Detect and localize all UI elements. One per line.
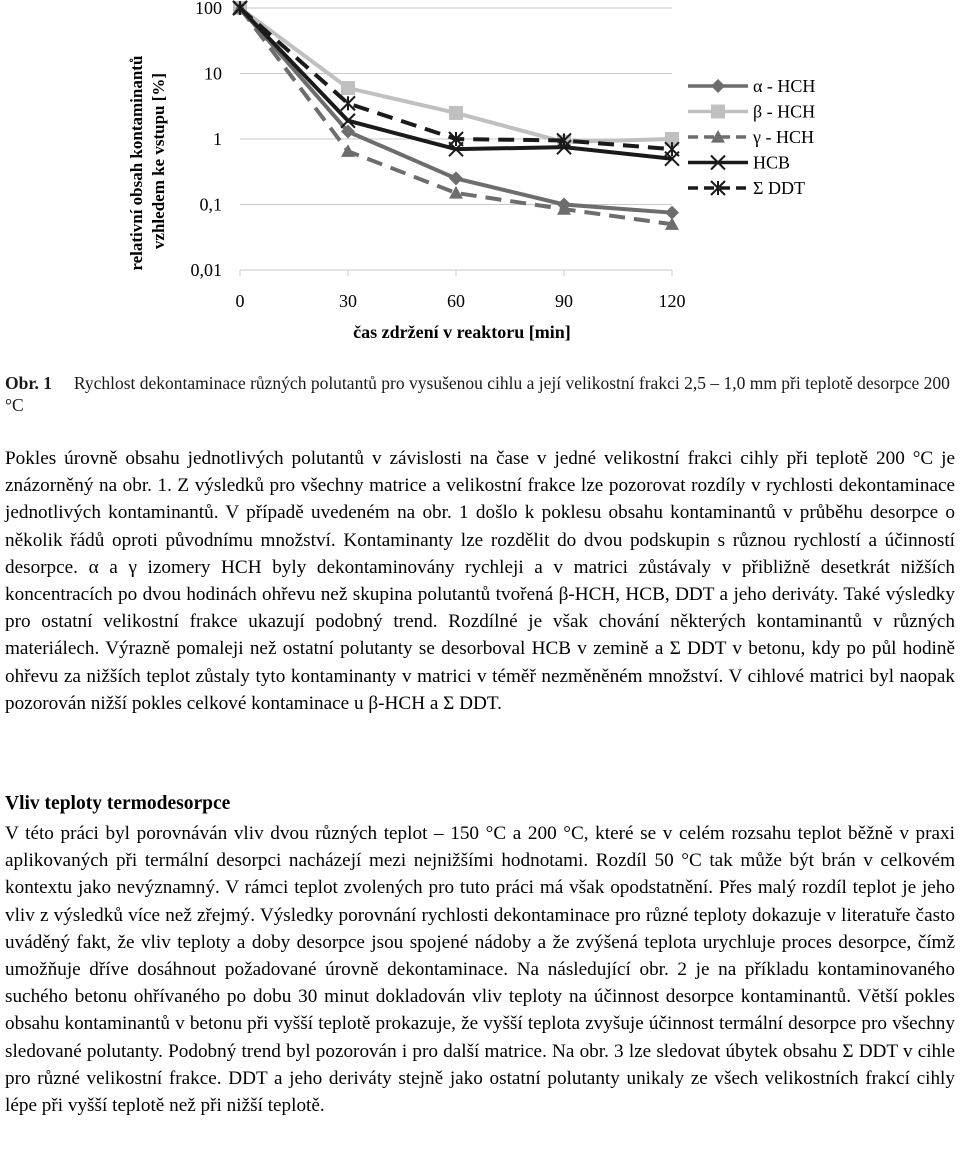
data-point bbox=[449, 171, 463, 185]
section-heading: Vliv teploty termodesorpce bbox=[5, 793, 231, 814]
legend-label: Σ DDT bbox=[753, 178, 805, 198]
y-tick-label: 0,01 bbox=[190, 260, 222, 280]
chart-series bbox=[233, 1, 679, 230]
data-point bbox=[341, 144, 355, 157]
y-axis-tick-labels bbox=[191, 0, 223, 280]
y-axis-label-line-1: relativní obsah kontaminantů bbox=[127, 55, 146, 271]
decontamination-chart bbox=[0, 0, 960, 362]
y-axis-label-line-2: vzhledem ke vstupu [%] bbox=[149, 72, 168, 250]
body-paragraph-1: Pokles úrovně obsahu jednotlivých polutantů v závislosti na čase v jedné velikostní frakci cihly při teplotě 200 °C je znázorněný na obr. 1. Z výsledků pro všechny matrice a velikostní frakce lze pozorovat rozdíly v rychlosti dekontaminace jednotlivých kontaminantů. V případě uvedeném na obr. 1 došlo k poklesu obsahu kontaminantů v průběhu desorpce o několik řádů oproti původnímu množství. Kontaminanty lze rozdělit do dvou podskupin s různou rychlostí a účinností desorpce. α a γ izomery HCH byly dekontaminovány rychleji a v matrici zůstávaly v přibližně desetkrát nižších koncentracích po dvou hodinách ohřevu než skupina polutantů tvořená β-HCH, HCB, DDT a jeho deriváty. Také výsledky pro ostatní velikostní frakce ukazují podobný trend. Rozdílné je však chování některých kontaminantů v různých materiálech. Výrazně pomaleji než ostatní polutanty se desorboval HCB v zemině a Σ DDT v betonu, kdy po půl hodině ohřevu za nižších teplot zůstaly tyto kontaminanty v matrici v téměř nezměněném množství. V cihlové matrici byl naopak pozorován nižší pokles celkové kontaminace u β-HCH a Σ DDT. bbox=[5, 448, 955, 714]
figure-caption-label: Obr. 1 bbox=[5, 373, 53, 393]
series-line bbox=[240, 8, 672, 149]
y-tick-label: 100 bbox=[195, 0, 222, 18]
x-axis-label: čas zdržení v reaktoru [min] bbox=[353, 322, 571, 342]
legend-label: α - HCH bbox=[753, 76, 816, 96]
x-tick-label: 120 bbox=[658, 291, 686, 311]
data-point bbox=[449, 106, 463, 120]
data-point bbox=[665, 142, 679, 156]
y-tick-label: 1 bbox=[213, 129, 222, 149]
data-point bbox=[711, 79, 725, 93]
data-point bbox=[341, 81, 355, 95]
data-point bbox=[341, 96, 355, 110]
legend-entry bbox=[688, 178, 805, 198]
legend-entry bbox=[688, 102, 815, 122]
x-tick-label: 0 bbox=[235, 291, 245, 311]
figure-caption bbox=[5, 372, 955, 416]
y-tick-label: 10 bbox=[204, 63, 222, 84]
y-tick-label: 0,1 bbox=[199, 194, 222, 215]
x-tick-label: 60 bbox=[447, 291, 465, 311]
x-axis-tick-labels bbox=[236, 291, 686, 311]
legend-label: β - HCH bbox=[753, 101, 816, 122]
legend-entry bbox=[688, 76, 815, 96]
legend-label: HCB bbox=[753, 152, 791, 173]
legend-entry bbox=[688, 153, 790, 173]
figure-caption-text: Rychlost dekontaminace různých polutantů pro vysušenou cihlu a její velikostní frakci 2,5 – 1,0 mm při teplotě desorpce 200 °C bbox=[5, 373, 950, 415]
x-tick-label: 90 bbox=[555, 291, 573, 311]
data-point bbox=[711, 105, 725, 119]
y-axis-label bbox=[127, 51, 168, 270]
x-tick-label: 30 bbox=[339, 291, 357, 311]
legend-label: γ - HCH bbox=[753, 127, 814, 147]
legend-entry bbox=[688, 127, 814, 147]
body-paragraph-2: V této práci byl porovnáván vliv dvou různých teplot – 150 °C a 200 °C, které se v celém rozsahu teplot běžně v praxi aplikovaných při termální desorpci nacházejí mezi nejnižšími hodnotami. Rozdíl 50 °C tak může být brán v celkovém kontextu jako nevýznamný. V rámci teplot zvolených pro tuto práci má však opodstatnění. Přes malý rozdíl teplot je jeho vliv z výsledků více než zřejmý. Výsledky porovnání rychlosti dekontaminace pro různé teploty dokazuje v literatuře často uváděný fakt, že vliv teploty a doby desorpce jsou spojené nádoby a že zvýšená teplota urychluje proces desorpce, čímž umožňuje dříve dosáhnout požadované úrovně dekontaminace. Na následující obr. 2 je na příkladu kontaminovaného suchého betonu ohřívaného po dobu 30 minut dokladován vliv teploty na účinnost desorpce kontaminantů. Větší pokles obsahu kontaminantů v betonu při vyšší teplotě prokazuje, že vyšší teplota zvyšuje účinnost termální desorpce pro všechny sledované polutanty. Podobný trend byl pozorován i pro další matrice. Na obr. 3 lze sledovat úbytek obsahu Σ DDT v cihle pro různé velikostní frakce. DDT a jeho deriváty stejně jako ostatní polutanty unikaly ze všech velikostních frakcí cihly lépe při vyšší teplotě než při nižší teplotě. bbox=[5, 823, 955, 1117]
chart-legend bbox=[688, 76, 815, 198]
